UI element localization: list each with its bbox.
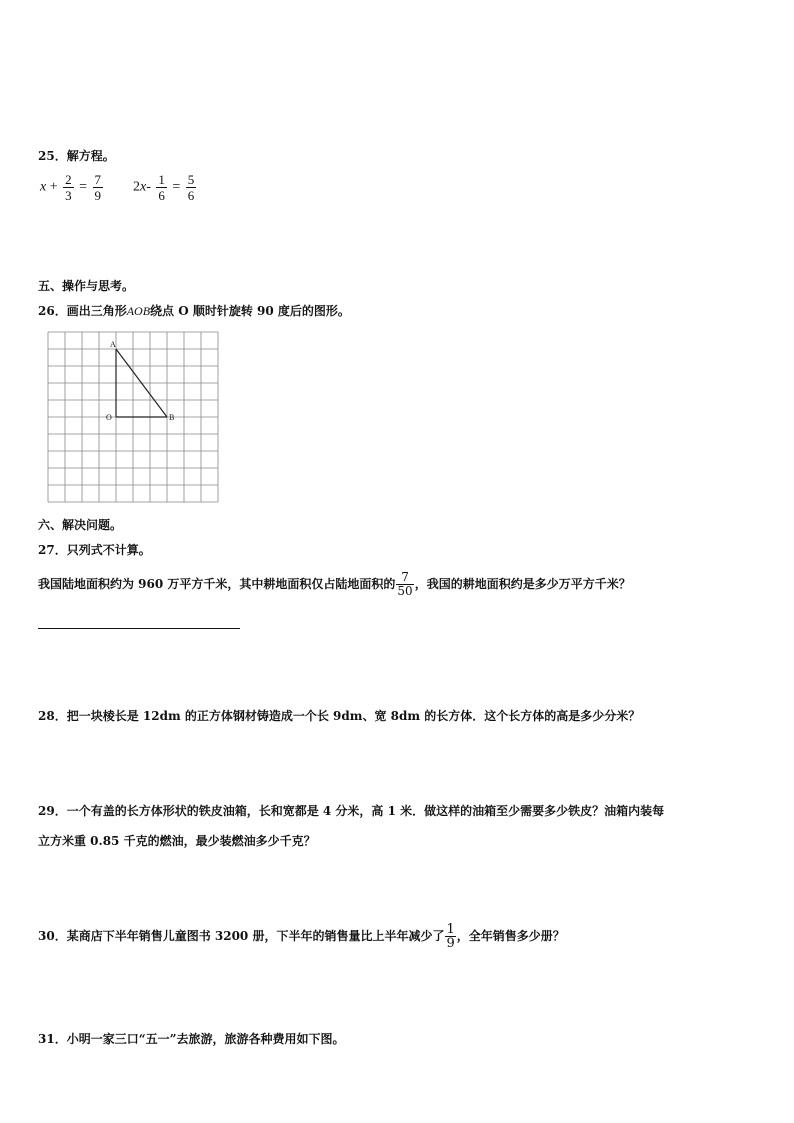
q30-text-before: 30．某商店下半年销售儿童图书 3200 册，下半年的销售量比上半年减少了 [38,929,445,943]
q26-text [38,302,350,319]
q27-fraction [396,571,413,598]
q27-text-after: ，我国的耕地面积约是多少万平方千米？ [414,577,631,591]
eq2-frac2-den: 6 [187,188,195,203]
label-o: O [106,413,112,422]
eq1-frac2-den: 9 [94,188,102,203]
eq1-frac1-num: 2 [65,172,72,187]
q26-prefix: 26．画出三角形 [38,304,127,318]
answer-blank-line[interactable] [38,628,240,629]
label-b: B [169,413,175,422]
eq2-frac1-num: 1 [158,172,165,187]
q30-fraction [445,923,455,950]
eq2-op: - [146,179,151,195]
eq1-frac2-num: 7 [94,172,102,187]
eq2-frac1-den: 6 [158,188,165,203]
q30-text-after: ，全年销售多少册？ [456,929,565,943]
q27-frac-den: 50 [397,584,413,598]
eq1-frac1-den: 3 [65,188,72,203]
q30-frac-den: 9 [446,936,455,951]
eq2-frac2 [186,172,197,203]
equation-2 [133,172,198,203]
section-6-heading: 六、解决问题。 [38,518,123,532]
q30-frac-num: 1 [446,922,455,937]
q30-question [38,923,565,950]
q27-title: 27．只列式不计算。 [38,543,151,557]
q29-line-2: 立方米重 0.85 千克的燃油，最少装燃油多少千克？ [38,834,316,848]
q27-question [38,571,631,598]
rotation-grid [47,331,219,507]
eq1-var: x [40,179,47,195]
q29-line-1: 29．一个有盖的长方体形状的铁皮油箱，长和宽都是 4 分米，高 1 米．做这样的油箱至少需要多少铁皮？油箱内装每 [38,804,665,818]
grid-svg [47,331,219,503]
eq2-frac2-num: 5 [187,172,195,187]
section-5-heading: 五、操作与思考。 [38,279,135,293]
q27-text-before: 我国陆地面积约为 960 万平方千米，其中耕地面积仅占陆地面积的 [38,577,396,591]
eq1-frac2 [93,172,104,203]
q26-triangle-name: AOB [126,304,151,318]
label-a: A [110,340,116,349]
eq2-coef: 2 [133,179,140,195]
q25-title: 25．解方程。 [38,149,115,163]
equation-1 [40,172,105,203]
eq1-equals: = [79,179,88,195]
q26-suffix: 绕点 O 顺时针旋转 90 度后的图形。 [150,304,350,318]
q28-question: 28．把一块棱长是 12dm 的正方体钢材铸造成一个长 9dm、宽 8dm 的长方体．这个长方体的高是多少分米？ [38,709,641,723]
eq2-frac1 [156,172,167,203]
eq2-equals: = [172,179,181,195]
eq1-op: + [49,179,58,195]
eq2-var: x [140,179,147,195]
q31-question: 31．小明一家三口“五一”去旅游，旅游各种费用如下图。 [38,1032,345,1046]
eq1-frac1 [63,172,74,203]
q27-frac-num: 7 [396,571,413,585]
